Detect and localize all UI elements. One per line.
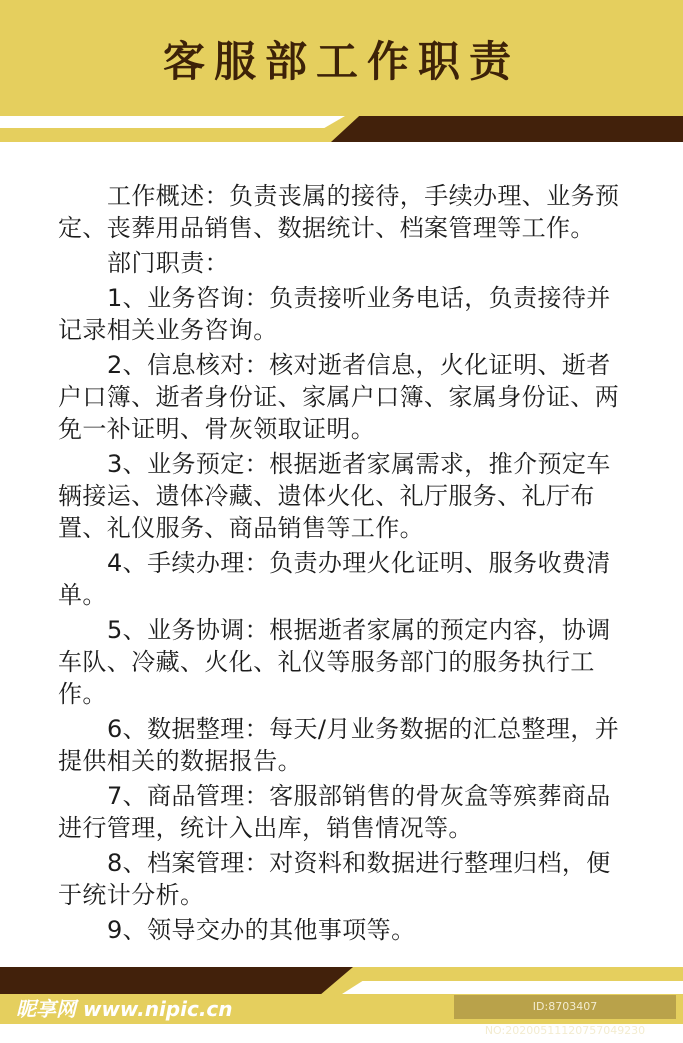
footer-white-stripe [342, 981, 683, 994]
paragraph: 2、信息核对：核对逝者信息，火化证明、逝者户口簿、逝者身份证、家属户口簿、家属身份证、两免一补证明、骨灰领取证明。 [58, 351, 620, 443]
paragraph: 3、业务预定：根据逝者家属需求，推介预定车辆接运、遗体冷藏、遗体火化、礼厅服务、礼厅布置、礼仪服务、商品销售等工作。 [58, 450, 611, 542]
watermark-id: ID:8703407 NO:20200511120757049230 [454, 995, 676, 1019]
paragraph: 1、业务咨询：负责接听业务电话，负责接待并记录相关业务咨询。 [58, 284, 611, 344]
footer-brown-stripe [0, 967, 353, 994]
paragraph: 工作概述：负责丧属的接待，手续办理、业务预定、丧葬用品销售、数据统计、档案管理等工作。 [58, 182, 620, 242]
header-white-stripe [0, 116, 345, 128]
paragraph: 6、数据整理：每天/月业务数据的汇总整理，并提供相关的数据报告。 [58, 715, 620, 775]
watermark-logo: 昵享网 www.nipic.cn [16, 997, 233, 1021]
paragraph: 7、商品管理：客服部销售的骨灰盒等殡葬商品进行管理，统计入出库，销售情况等。 [58, 782, 611, 842]
header-brown-stripe [331, 116, 683, 142]
paragraph: 8、档案管理：对资料和数据进行整理归档，便于统计分析。 [58, 849, 611, 909]
paragraph: 5、业务协调：根据逝者家属的预定内容，协调车队、冷藏、火化、礼仪等服务部门的服务执行工作。 [58, 616, 611, 708]
document-body [58, 180, 630, 949]
page-title: 客服部工作职责 [162, 37, 520, 86]
paragraph: 部门职责： [107, 249, 229, 277]
paragraph: 4、手续办理：负责办理火化证明、服务收费清单。 [58, 549, 611, 609]
paragraph: 9、领导交办的其他事项等。 [107, 916, 416, 944]
